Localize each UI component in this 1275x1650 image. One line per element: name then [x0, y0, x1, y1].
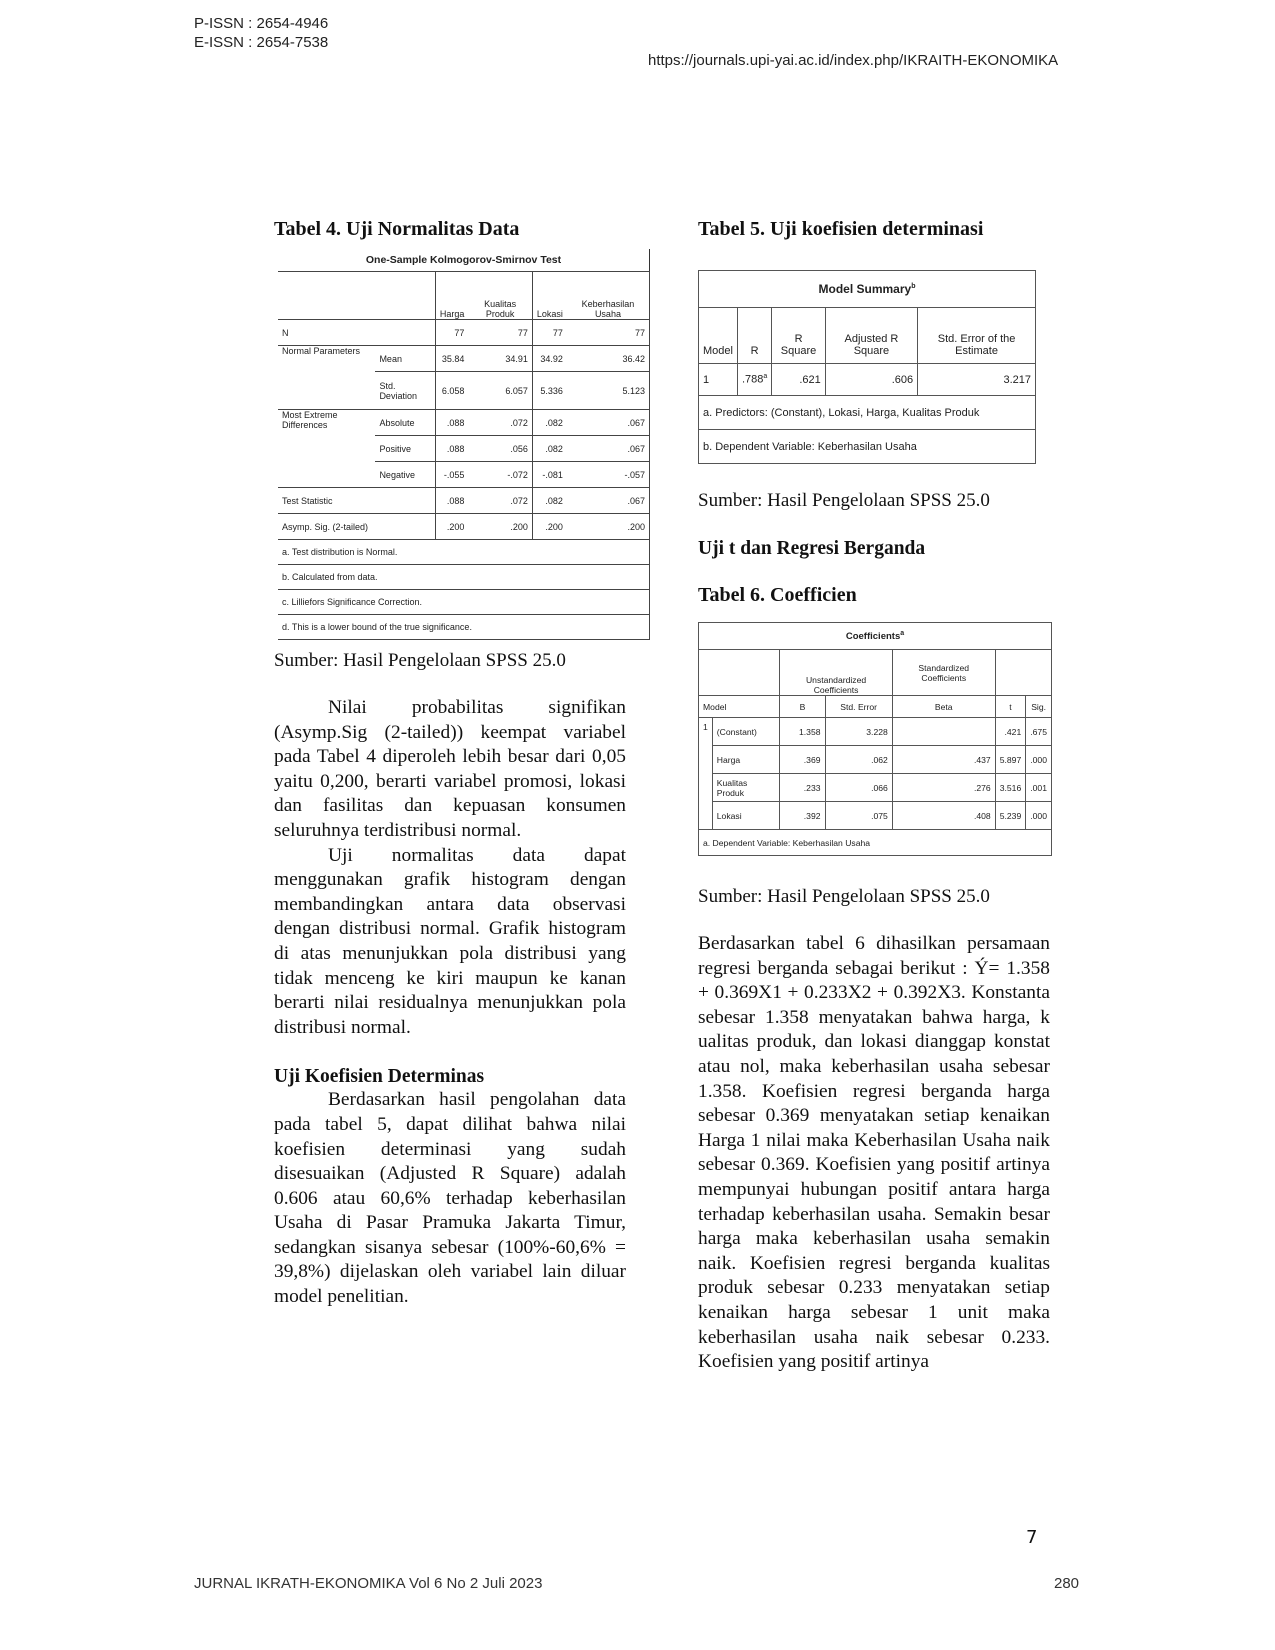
page-number: 7 — [1026, 1527, 1038, 1548]
source-table5: Sumber: Hasil Pengelolaan SPSS 25.0 — [698, 490, 990, 511]
table6-title: Tabel 6. Coefficien — [698, 584, 857, 606]
subheading-regression: Uji t dan Regresi Berganda — [698, 538, 926, 559]
table5-title: Tabel 5. Uji koefisien determinasi — [698, 218, 984, 240]
table5: Model Summary$^b$ Model R R Square Adjusted R Square Std. Error of the Estimate 1 .788$^a$ .621 .606 3.217 a. Predictors: (Constant), Lokasi, Harga, Kualitas Produk b. Dependent Variable: Keberhasilan Usaha — [698, 270, 1036, 464]
issn-block — [194, 14, 328, 52]
subheading-determination: Uji Koefisien Determinas — [274, 1066, 485, 1088]
source-table4: Sumber: Hasil Pengelolaan SPSS 25.0 — [274, 650, 566, 671]
footer-journal: JURNAL IKRATH-EKONOMIKA Vol 6 No 2 Juli 2023 — [194, 1575, 543, 1592]
pissn: P-ISSN : 2654-4946 — [194, 15, 329, 32]
left-column — [274, 218, 626, 241]
paragraph-regression: Berdasarkan tabel 6 dihasilkan persamaan regresi berganda sebagai berikut : Ý= 1.358 + 0.369X1 + 0.233X2 + 0.392X3. Konstanta sebesar 1.358 menyatakan bahwa harga, k ualitas produk, dan lokasi dianggap konstat atau nol, maka keberhasilan usaha sebesar 1.358. Koefisien regresi berganda harga sebesar 0.369 menyatakan setiap kenaikan Harga 1 nilai maka Keberhasilan Usaha naik sebesar 0.369. Koefisien yang positif artinya mempunyai hubungan positif antara harga terhadap keberhasilan usaha. Semakin besar harga maka keberhasilan usaha semakin naik. Koefisien regresi berganda kualitas produk sebesar 0.233 menyatakan setiap kenaikan harga sebesar 1 unit maka keberhasilan usaha naik sebesar 0.233. Koefisien yang positif artinya — [698, 933, 1050, 1373]
paragraph-determination: Berdasarkan hasil pengolahan data pada tabel 5, dapat dilihat bahwa nilai koefisien determinasi yang sudah disesuaikan (Adjusted R Square) adalah 0.606 atau 60,6% terhadap keberhasilan Usaha di Pasar Pramuka Jakarta Timur, sedangkan sisanya sebesar (100%-60,6% = 39,8%) dijelaskan oleh variabel lain diluar model penelitian. — [274, 1089, 626, 1308]
right-body — [698, 886, 1050, 1375]
left-body — [274, 650, 626, 1310]
table6: Coefficients$^a$ Unstandardized Coefficients Standardized Coefficients Model B Std. Error Beta t Sig. 1 (Constant) 1.358 3.228 .421 .675 Harga .369 .062 .437 5.897 .000 Kualitas Produk .233 .066 .276 3.516 .001 Lokasi .392 .075 .408 5.239 .000 a. Dependent Variable: Keberhasilan Usaha — [698, 622, 1052, 856]
paragraph-histogram: Uji normalitas data dapat menggunakan grafik histogram dengan membandingkan antara data observasi dengan distribusi normal. Grafik histogram di atas menunjukkan pola distribusi yang tidak menceng ke kiri maupun ke kanan berarti nilai residualnya menunjukkan pola distribusi normal. — [274, 844, 626, 1038]
right-mid — [698, 490, 1050, 607]
paragraph-normality: Nilai probabilitas signifikan (Asymp.Sig (2-tailed)) keempat variabel pada Tabel 4 diperoleh lebih besar dari 0,05 yaitu 0,200, berarti variabel promosi, lokasi dan fasilitas dan kepuasan konsumen seluruhnya terdistribusi normal. — [274, 697, 626, 841]
right-column — [698, 218, 1050, 241]
table6-caption: Coefficients — [845, 631, 901, 643]
footer-page: 280 — [1054, 1575, 1080, 1592]
table4-title: Tabel 4. Uji Normalitas Data — [274, 218, 520, 240]
eissn: E-ISSN : 2654-7538 — [194, 34, 329, 51]
table4: One-Sample Kolmogorov-Smirnov Test Harga Kualitas Produk Lokasi Keberhasilan Usaha N 77 77 77 77 Normal Parameters Mean 35.84 34.91 34.92 36.42 Std. Deviation 6.058 6.057 5.336 5.123 Most Extreme Differences Absolute .088 .072 .082 .067 Positive .088 .056 .082 .067 Negative -.055 -.072 -.081 -.057 Test Statistic .088 .072 .082 .067 Asymp. Sig. (2-tailed) .200 .200 .200 .200 a. Test distribution is Normal. b. Calculated from data. c. Lilliefors Significance Correction. d. This is a lower bound of the true significance. — [278, 249, 650, 640]
table5-caption: Model Summary — [818, 282, 912, 296]
table4-caption: One-Sample Kolmogorov-Smirnov Test — [278, 249, 650, 272]
source-table6: Sumber: Hasil Pengelolaan SPSS 25.0 — [698, 886, 990, 907]
journal-url[interactable]: https://journals.upi-yai.ac.id/index.php/IKRAITH-EKONOMIKA — [648, 52, 1059, 69]
